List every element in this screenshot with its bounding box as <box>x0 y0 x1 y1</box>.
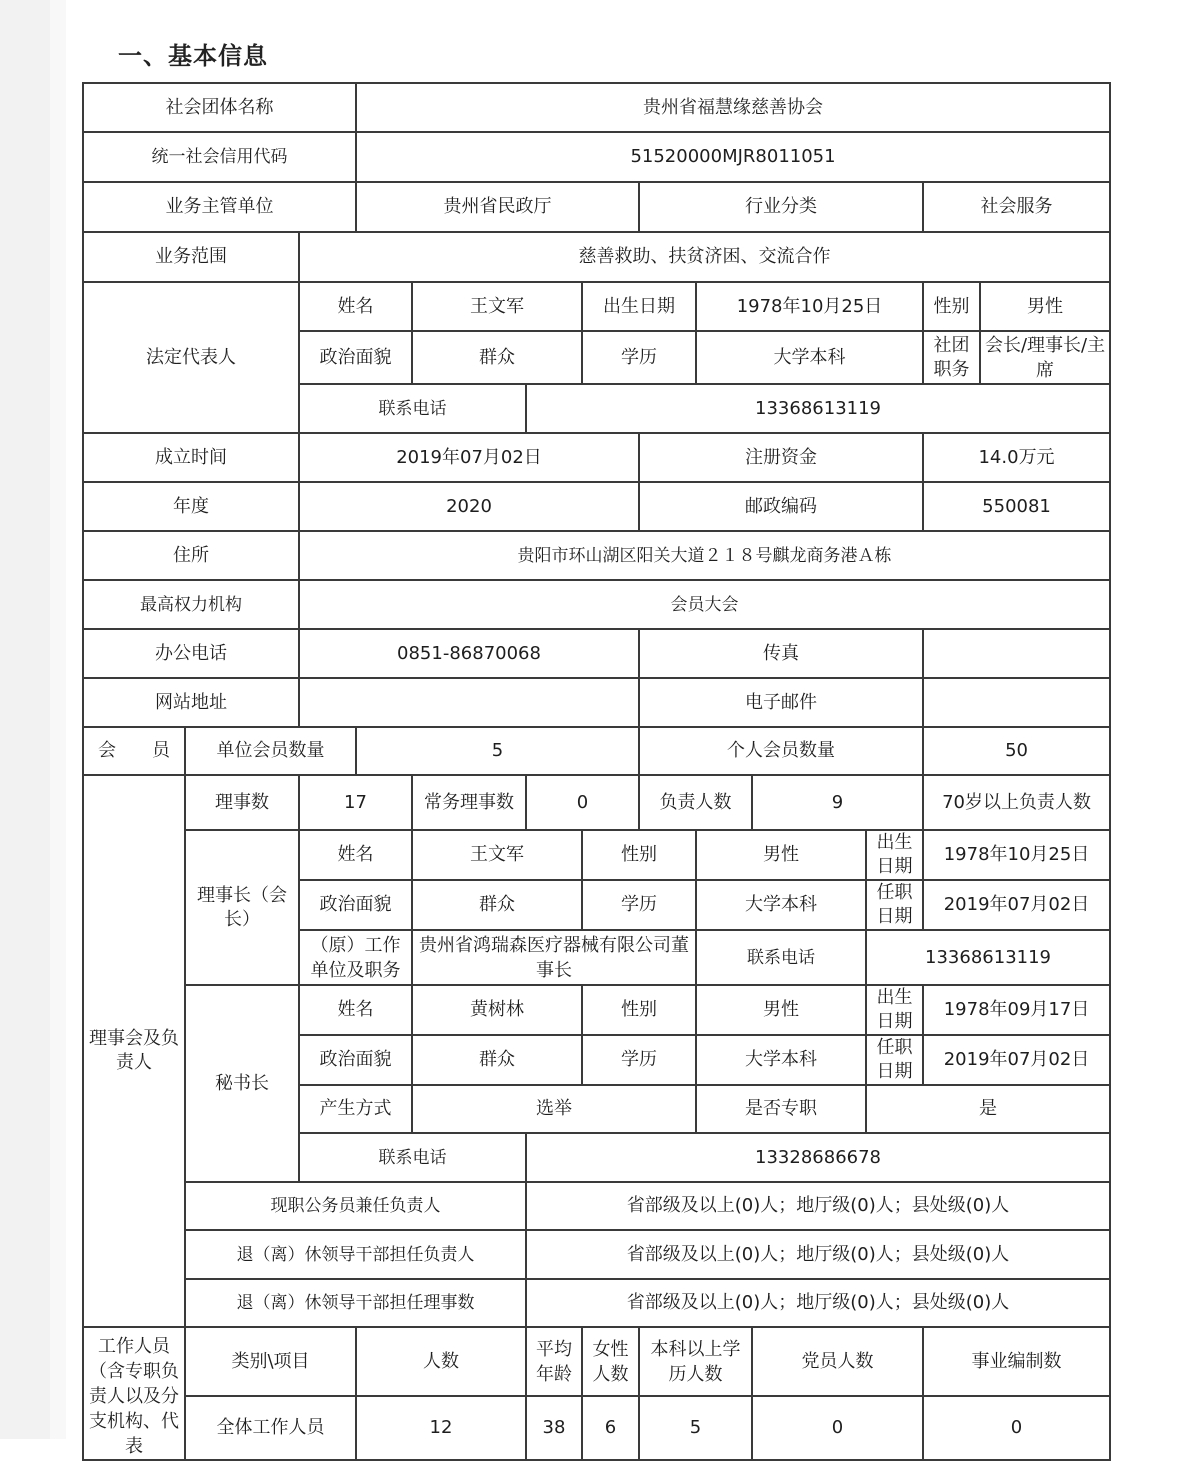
staff-header-female: 女性人数 <box>582 1327 639 1396</box>
office-phone-label: 办公电话 <box>83 629 299 678</box>
staff-avg-age: 38 <box>526 1396 582 1460</box>
secretary-political-label: 政治面貌 <box>299 1035 412 1085</box>
legal-rep-gender: 男性 <box>980 282 1110 331</box>
website <box>299 678 639 727</box>
retired-leader: 省部级及以上(0)人；地厅级(0)人；县处级(0)人 <box>526 1230 1110 1279</box>
chairman-phone-label: 联系电话 <box>696 930 866 985</box>
legal-rep-name-label: 姓名 <box>299 282 412 331</box>
authority-label: 最高权力机构 <box>83 580 299 629</box>
standing-directors-label: 常务理事数 <box>412 775 526 830</box>
secretary-fulltime-label: 是否专职 <box>696 1085 866 1133</box>
founded-label: 成立时间 <box>83 433 299 482</box>
website-label: 网站地址 <box>83 678 299 727</box>
chairman-name: 王文军 <box>412 830 582 880</box>
staff-category: 全体工作人员 <box>185 1396 356 1460</box>
chairman-term: 2019年07月02日 <box>923 880 1110 930</box>
year-label: 年度 <box>83 482 299 531</box>
org-name: 贵州省福慧缘慈善协会 <box>356 83 1110 132</box>
row-retired-leader <box>83 1230 1110 1279</box>
founded: 2019年07月02日 <box>299 433 639 482</box>
row-address <box>83 531 1110 580</box>
secretary-political: 群众 <box>412 1035 582 1085</box>
chairman-employer-label: （原）工作单位及职务 <box>299 930 412 985</box>
chairman-phone: 13368613119 <box>866 930 1110 985</box>
row-org-name <box>83 83 1110 132</box>
row-supervisor <box>83 182 1110 232</box>
postcode-label: 邮政编码 <box>639 482 923 531</box>
row-chairman-1 <box>83 830 1110 880</box>
row-legal-rep-1 <box>83 282 1110 331</box>
legal-rep-position-label: 社团职务 <box>923 331 980 384</box>
secretary-name: 黄树林 <box>412 985 582 1035</box>
retired-director-label: 退（离）休领导干部担任理事数 <box>185 1279 526 1327</box>
scope: 慈善救助、扶贫济困、交流合作 <box>299 232 1110 282</box>
row-members <box>83 727 1110 775</box>
legal-rep-name: 王文军 <box>412 282 582 331</box>
row-staff-all <box>83 1396 1110 1460</box>
address: 贵阳市环山湖区阳关大道２１８号麒龙商务港Ａ栋 <box>299 531 1110 580</box>
retired-leader-label: 退（离）休领导干部担任负责人 <box>185 1230 526 1279</box>
directors-label: 理事数 <box>185 775 299 830</box>
industry-label: 行业分类 <box>639 182 923 232</box>
civil-servant: 省部级及以上(0)人；地厅级(0)人；县处级(0)人 <box>526 1182 1110 1230</box>
legal-rep-gender-label: 性别 <box>923 282 980 331</box>
secretary-method-label: 产生方式 <box>299 1085 412 1133</box>
office-phone: 0851-86870068 <box>299 629 639 678</box>
staff-count: 12 <box>356 1396 526 1460</box>
fax <box>923 629 1110 678</box>
legal-rep-phone-label: 联系电话 <box>299 384 526 433</box>
individual-members-label: 个人会员数量 <box>639 727 923 775</box>
legal-rep-birth: 1978年10月25日 <box>696 282 923 331</box>
row-credit-code <box>83 132 1110 182</box>
postcode: 550081 <box>923 482 1110 531</box>
staff-label: 工作人员（含专职负责人以及分支机构、代表 <box>83 1327 185 1460</box>
email <box>923 678 1110 727</box>
section-title: 一、基本信息 <box>118 42 268 70</box>
secretary-education-label: 学历 <box>582 1035 696 1085</box>
staff-header-count: 人数 <box>356 1327 526 1396</box>
council-label: 理事会及负责人 <box>83 775 185 1327</box>
chairman-employer: 贵州省鸿瑞森医疗器械有限公司董事长 <box>412 930 696 985</box>
row-year <box>83 482 1110 531</box>
chairman-political: 群众 <box>412 880 582 930</box>
chairman-gender: 男性 <box>696 830 866 880</box>
legal-rep-position: 会长/理事长/主席 <box>980 331 1110 384</box>
credit-code: 51520000MJR8011051 <box>356 132 1110 182</box>
org-name-label: 社会团体名称 <box>83 83 356 132</box>
capital-label: 注册资金 <box>639 433 923 482</box>
scan-margin-edge <box>50 0 66 1439</box>
chairman-political-label: 政治面貌 <box>299 880 412 930</box>
chairman-name-label: 姓名 <box>299 830 412 880</box>
staff-header-degree: 本科以上学历人数 <box>639 1327 752 1396</box>
industry: 社会服务 <box>923 182 1110 232</box>
basic-info-table <box>82 82 1111 1461</box>
staff-header-establishment: 事业编制数 <box>923 1327 1110 1396</box>
secretary-phone: 13328686678 <box>526 1133 1110 1182</box>
secretary-gender-label: 性别 <box>582 985 696 1035</box>
legal-rep-education: 大学本科 <box>696 331 923 384</box>
fax-label: 传真 <box>639 629 923 678</box>
legal-rep-birth-label: 出生日期 <box>582 282 696 331</box>
secretary-term: 2019年07月02日 <box>923 1035 1110 1085</box>
secretary-name-label: 姓名 <box>299 985 412 1035</box>
chairman-education: 大学本科 <box>696 880 866 930</box>
chairman-term-label: 任职日期 <box>866 880 923 930</box>
staff-establishment: 0 <box>923 1396 1110 1460</box>
staff-degree: 5 <box>639 1396 752 1460</box>
chairman-label: 理事长（会长） <box>185 830 299 985</box>
legal-rep-phone: 13368613119 <box>526 384 1110 433</box>
year: 2020 <box>299 482 639 531</box>
row-staff-header <box>83 1327 1110 1396</box>
secretary-term-label: 任职日期 <box>866 1035 923 1085</box>
unit-members-label: 单位会员数量 <box>185 727 356 775</box>
leaders: 9 <box>752 775 923 830</box>
staff-header-category: 类别\项目 <box>185 1327 356 1396</box>
row-secretary-1 <box>83 985 1110 1035</box>
secretary-birth-label: 出生日期 <box>866 985 923 1035</box>
supervisor-label: 业务主管单位 <box>83 182 356 232</box>
legal-rep-political: 群众 <box>412 331 582 384</box>
secretary-fulltime: 是 <box>866 1085 1110 1133</box>
authority: 会员大会 <box>299 580 1110 629</box>
row-council-counts <box>83 775 1110 830</box>
over70-leaders-label: 70岁以上负责人数 <box>923 775 1110 830</box>
row-authority <box>83 580 1110 629</box>
staff-party: 0 <box>752 1396 923 1460</box>
capital: 14.0万元 <box>923 433 1110 482</box>
legal-rep-label: 法定代表人 <box>83 282 299 433</box>
standing-directors: 0 <box>526 775 639 830</box>
secretary-method: 选举 <box>412 1085 696 1133</box>
email-label: 电子邮件 <box>639 678 923 727</box>
secretary-label: 秘书长 <box>185 985 299 1182</box>
individual-members: 50 <box>923 727 1110 775</box>
supervisor: 贵州省民政厅 <box>356 182 639 232</box>
secretary-phone-label: 联系电话 <box>299 1133 526 1182</box>
retired-director: 省部级及以上(0)人；地厅级(0)人；县处级(0)人 <box>526 1279 1110 1327</box>
row-civil-servant <box>83 1182 1110 1230</box>
members-label: 会 员 <box>83 727 185 775</box>
chairman-education-label: 学历 <box>582 880 696 930</box>
credit-code-label: 统一社会信用代码 <box>83 132 356 182</box>
chairman-birth-label: 出生日期 <box>866 830 923 880</box>
chairman-gender-label: 性别 <box>582 830 696 880</box>
staff-female: 6 <box>582 1396 639 1460</box>
row-founded <box>83 433 1110 482</box>
secretary-birth: 1978年09月17日 <box>923 985 1110 1035</box>
row-retired-director <box>83 1279 1110 1327</box>
address-label: 住所 <box>83 531 299 580</box>
staff-header-party: 党员人数 <box>752 1327 923 1396</box>
unit-members: 5 <box>356 727 639 775</box>
scan-margin <box>0 0 50 1439</box>
leaders-label: 负责人数 <box>639 775 752 830</box>
row-scope <box>83 232 1110 282</box>
secretary-gender: 男性 <box>696 985 866 1035</box>
directors: 17 <box>299 775 412 830</box>
scope-label: 业务范围 <box>83 232 299 282</box>
legal-rep-education-label: 学历 <box>582 331 696 384</box>
chairman-birth: 1978年10月25日 <box>923 830 1110 880</box>
secretary-education: 大学本科 <box>696 1035 866 1085</box>
staff-header-avg-age: 平均年龄 <box>526 1327 582 1396</box>
row-office-phone <box>83 629 1110 678</box>
legal-rep-political-label: 政治面貌 <box>299 331 412 384</box>
row-website <box>83 678 1110 727</box>
civil-servant-label: 现职公务员兼任负责人 <box>185 1182 526 1230</box>
